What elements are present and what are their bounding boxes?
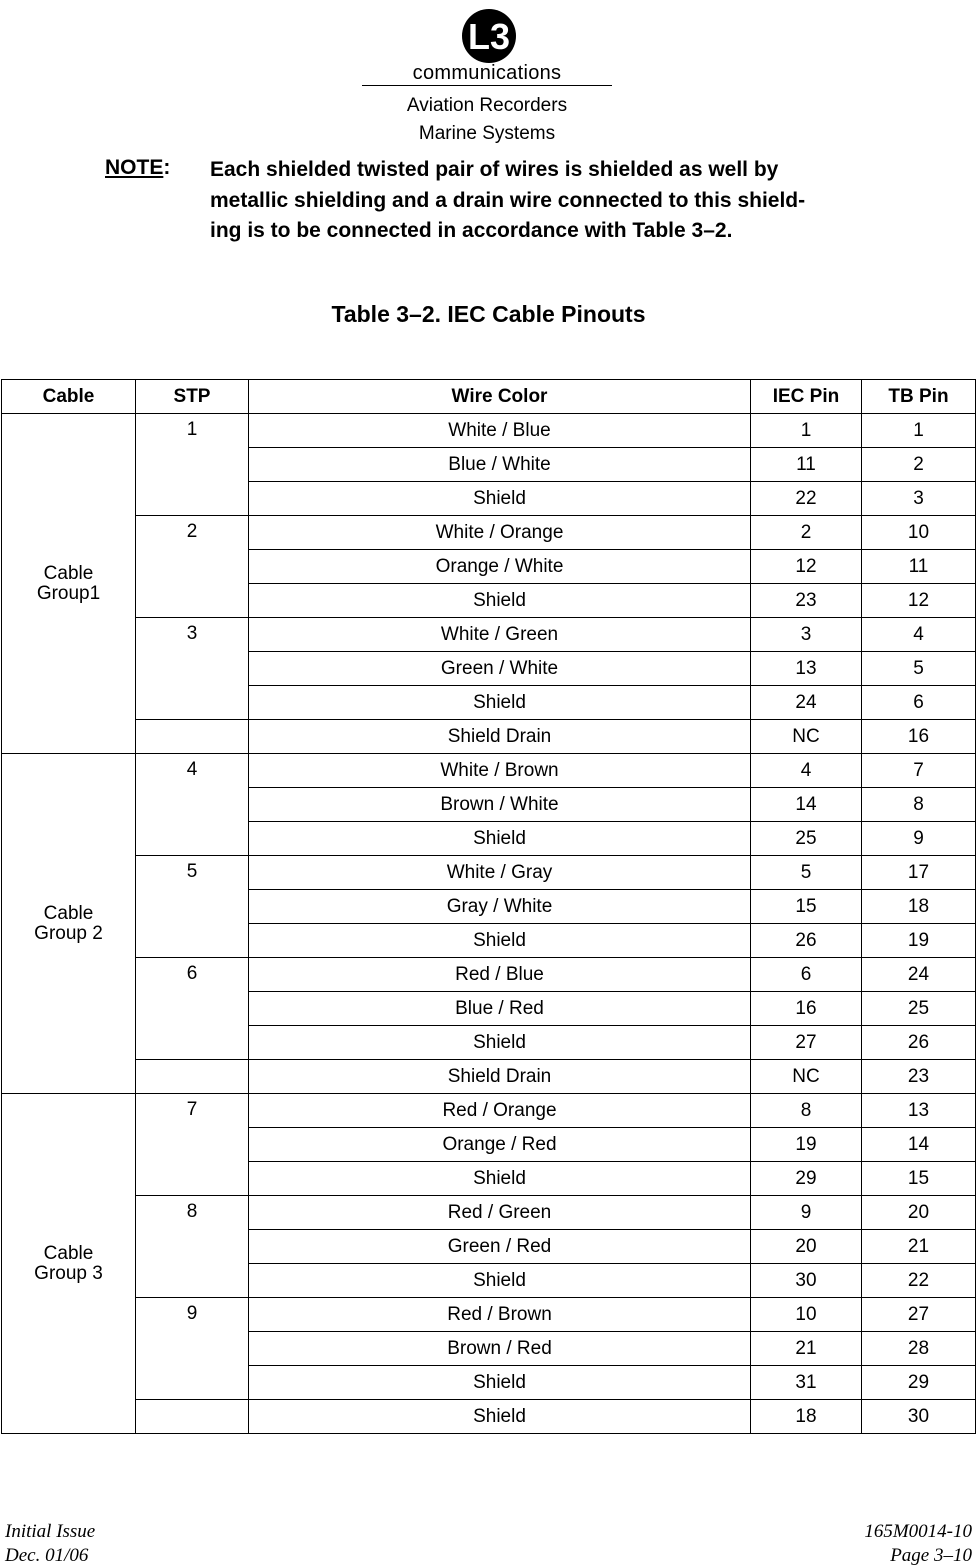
iec-pin-cell: NC (751, 1060, 862, 1094)
tb-pin-cell: 4 (862, 618, 976, 652)
table-header-row (2, 380, 976, 414)
tb-pin-cell: 7 (862, 754, 976, 788)
tb-pin-cell: 26 (862, 1026, 976, 1060)
note-label-colon: : (163, 156, 171, 179)
cable-group-number: Group 2 (34, 922, 103, 944)
tb-pin-cell: 11 (862, 550, 976, 584)
tb-pin-cell: 29 (862, 1366, 976, 1400)
cable-group-number: Group 3 (34, 1262, 103, 1284)
wire-color-cell: Shield Drain (249, 1060, 751, 1094)
header-stp: STP (136, 380, 249, 414)
table-row (2, 856, 976, 890)
table-row (2, 958, 976, 992)
wire-color-cell: Shield (249, 584, 751, 618)
iec-pin-cell: 12 (751, 550, 862, 584)
table-row (2, 516, 976, 550)
iec-pin-cell: NC (751, 720, 862, 754)
tb-pin-cell: 17 (862, 856, 976, 890)
wire-color-cell: Shield (249, 1264, 751, 1298)
iec-pin-cell: 14 (751, 788, 862, 822)
tb-pin-cell: 5 (862, 652, 976, 686)
iec-pin-cell: 4 (751, 754, 862, 788)
wire-color-cell: Shield (249, 924, 751, 958)
iec-pin-cell: 22 (751, 482, 862, 516)
wire-color-cell: Shield (249, 1026, 751, 1060)
stp-cell: 1 (136, 414, 249, 516)
iec-pin-cell: 6 (751, 958, 862, 992)
stp-cell-empty (136, 720, 249, 754)
header-cable: Cable (2, 380, 136, 414)
note-line: ing is to be connected in accordance with Table 3–2. (210, 219, 733, 242)
table-row (2, 1094, 976, 1128)
wire-color-cell: Red / Orange (249, 1094, 751, 1128)
tb-pin-cell: 16 (862, 720, 976, 754)
iec-pin-cell: 16 (751, 992, 862, 1026)
wire-color-cell: Shield (249, 482, 751, 516)
header-wire-color: Wire Color (249, 380, 751, 414)
iec-pin-cell: 8 (751, 1094, 862, 1128)
wire-color-cell: White / Green (249, 618, 751, 652)
tb-pin-cell: 27 (862, 1298, 976, 1332)
tb-pin-cell: 9 (862, 822, 976, 856)
stp-cell: 7 (136, 1094, 249, 1196)
stp-cell: 3 (136, 618, 249, 720)
table-row (2, 754, 976, 788)
iec-pin-cell: 9 (751, 1196, 862, 1230)
iec-pin-cell: 27 (751, 1026, 862, 1060)
company-name: communications (412, 62, 562, 84)
wire-color-cell: Green / Red (249, 1230, 751, 1264)
iec-pin-cell: 3 (751, 618, 862, 652)
iec-pin-cell: 24 (751, 686, 862, 720)
iec-pin-cell: 20 (751, 1230, 862, 1264)
wire-color-cell: Shield Drain (249, 720, 751, 754)
iec-pin-cell: 31 (751, 1366, 862, 1400)
tb-pin-cell: 3 (862, 482, 976, 516)
iec-pin-cell: 1 (751, 414, 862, 448)
wire-color-cell: White / Orange (249, 516, 751, 550)
stp-cell-empty (136, 1060, 249, 1094)
table-row (2, 1298, 976, 1332)
footer-issue: Initial Issue (5, 1521, 96, 1542)
footer-doc-number: 165M0014-10 (864, 1521, 972, 1542)
note-label-word: NOTE (105, 156, 164, 179)
iec-pin-cell: 13 (751, 652, 862, 686)
wire-color-cell: White / Brown (249, 754, 751, 788)
iec-pin-cell: 11 (751, 448, 862, 482)
tb-pin-cell: 14 (862, 1128, 976, 1162)
tb-pin-cell: 24 (862, 958, 976, 992)
tb-pin-cell: 20 (862, 1196, 976, 1230)
wire-color-cell: Orange / Red (249, 1128, 751, 1162)
table-row (2, 1196, 976, 1230)
tb-pin-cell: 22 (862, 1264, 976, 1298)
wire-color-cell: White / Gray (249, 856, 751, 890)
tb-pin-cell: 1 (862, 414, 976, 448)
wire-color-cell: White / Blue (249, 414, 751, 448)
wire-color-cell: Red / Blue (249, 958, 751, 992)
tb-pin-cell: 8 (862, 788, 976, 822)
stp-cell: 8 (136, 1196, 249, 1298)
iec-pin-cell: 23 (751, 584, 862, 618)
table-body (2, 414, 976, 1434)
tb-pin-cell: 23 (862, 1060, 976, 1094)
wire-color-cell: Shield (249, 1366, 751, 1400)
iec-pin-cell: 21 (751, 1332, 862, 1366)
iec-pin-cell: 18 (751, 1400, 862, 1434)
table-row (2, 720, 976, 754)
logo-divider (362, 85, 612, 86)
iec-pin-cell: 15 (751, 890, 862, 924)
footer-date: Dec. 01/06 (5, 1545, 89, 1566)
iec-pin-cell: 26 (751, 924, 862, 958)
tb-pin-cell: 25 (862, 992, 976, 1026)
tb-pin-cell: 13 (862, 1094, 976, 1128)
wire-color-cell: Red / Brown (249, 1298, 751, 1332)
cable-group-cell (2, 1094, 136, 1434)
iec-pin-cell: 5 (751, 856, 862, 890)
wire-color-cell: Green / White (249, 652, 751, 686)
stp-cell-empty (136, 1400, 249, 1434)
pinout-table (1, 379, 976, 1434)
l3-logo (457, 8, 521, 64)
cable-group-cell (2, 414, 136, 754)
tb-pin-cell: 19 (862, 924, 976, 958)
tb-pin-cell: 15 (862, 1162, 976, 1196)
iec-pin-cell: 2 (751, 516, 862, 550)
iec-pin-cell: 29 (751, 1162, 862, 1196)
wire-color-cell: Gray / White (249, 890, 751, 924)
stp-cell: 9 (136, 1298, 249, 1400)
iec-pin-cell: 30 (751, 1264, 862, 1298)
cable-group-label: Cable (43, 902, 94, 924)
table-row (2, 1400, 976, 1434)
table-row (2, 618, 976, 652)
header-tb-pin: TB Pin (862, 380, 976, 414)
wire-color-cell: Orange / White (249, 550, 751, 584)
stp-cell: 4 (136, 754, 249, 856)
logo-text: L3 (467, 16, 511, 57)
note-line: metallic shielding and a drain wire connected to this shield- (210, 188, 806, 212)
wire-color-cell: Shield (249, 686, 751, 720)
table-row (2, 1060, 976, 1094)
note-label (105, 156, 170, 180)
wire-color-cell: Brown / Red (249, 1332, 751, 1366)
cable-group-label: Cable (43, 1242, 94, 1264)
wire-color-cell: Brown / White (249, 788, 751, 822)
stp-cell: 5 (136, 856, 249, 958)
tb-pin-cell: 30 (862, 1400, 976, 1434)
tb-pin-cell: 18 (862, 890, 976, 924)
wire-color-cell: Shield (249, 822, 751, 856)
stp-cell: 2 (136, 516, 249, 618)
stp-cell: 6 (136, 958, 249, 1060)
tb-pin-cell: 10 (862, 516, 976, 550)
subtitle-aviation: Aviation Recorders (406, 95, 568, 116)
cable-group-number: Group1 (36, 582, 101, 604)
table-row (2, 414, 976, 448)
header-iec-pin: IEC Pin (751, 380, 862, 414)
tb-pin-cell: 2 (862, 448, 976, 482)
note-line: Each shielded twisted pair of wires is shielded as well by (210, 158, 779, 181)
wire-color-cell: Shield (249, 1162, 751, 1196)
wire-color-cell: Blue / Red (249, 992, 751, 1026)
subtitle-marine: Marine Systems (418, 123, 556, 144)
wire-color-cell: Blue / White (249, 448, 751, 482)
cable-group-label: Cable (43, 562, 94, 584)
iec-pin-cell: 19 (751, 1128, 862, 1162)
footer-page-number: Page 3–10 (890, 1545, 972, 1566)
note-text (210, 155, 880, 247)
tb-pin-cell: 28 (862, 1332, 976, 1366)
iec-pin-cell: 10 (751, 1298, 862, 1332)
table-title: Table 3–2. IEC Cable Pinouts (331, 301, 646, 327)
wire-color-cell: Red / Green (249, 1196, 751, 1230)
tb-pin-cell: 21 (862, 1230, 976, 1264)
tb-pin-cell: 12 (862, 584, 976, 618)
wire-color-cell: Shield (249, 1400, 751, 1434)
tb-pin-cell: 6 (862, 686, 976, 720)
iec-pin-cell: 25 (751, 822, 862, 856)
cable-group-cell (2, 754, 136, 1094)
